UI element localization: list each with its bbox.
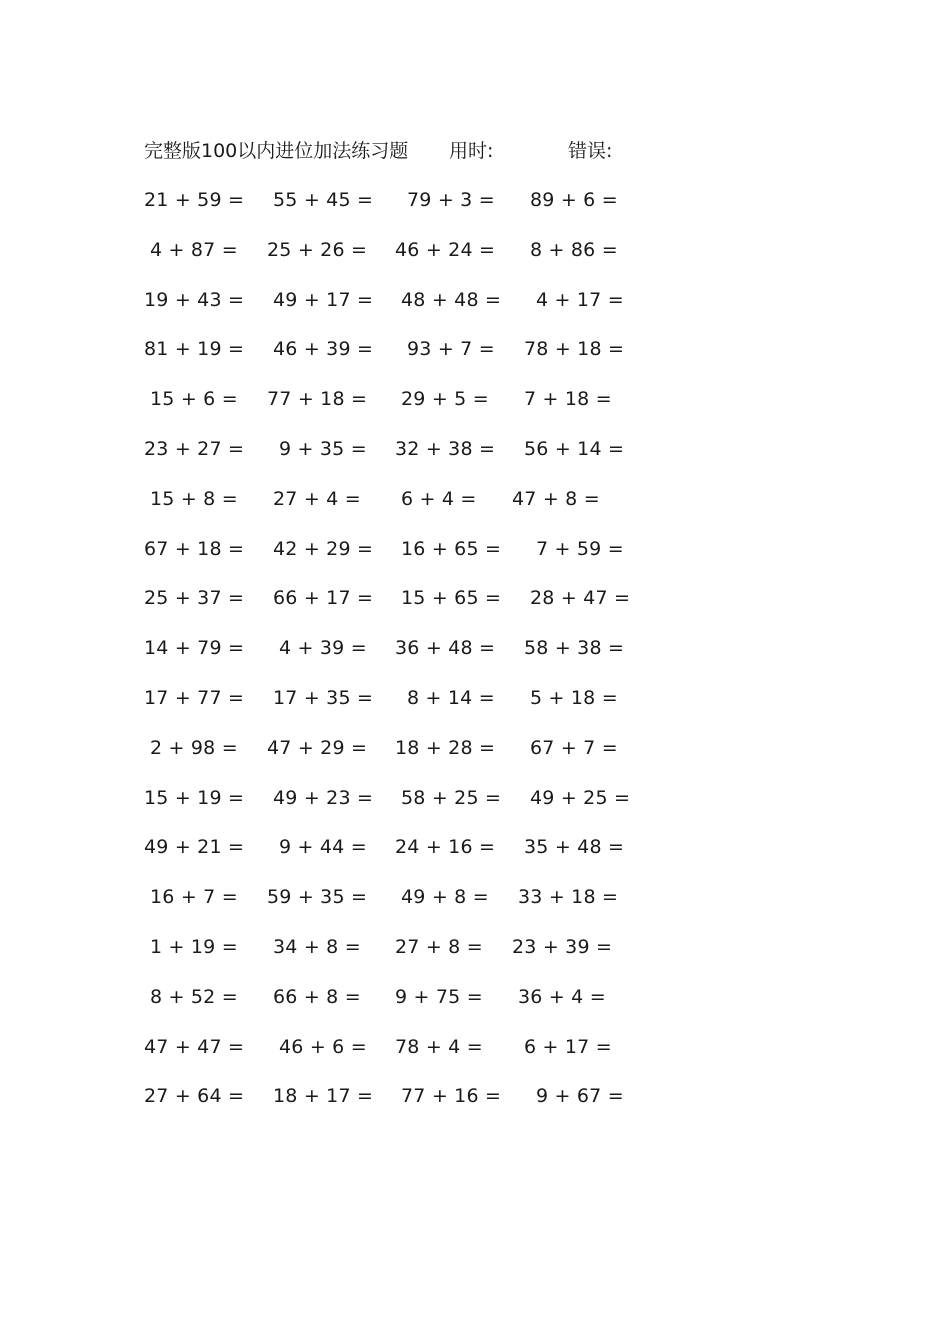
addition-problem: 35 + 48 = — [524, 836, 625, 859]
addition-problem: 79 + 3 = — [407, 189, 495, 211]
problem-row — [0, 983, 950, 1033]
problem-row — [0, 883, 950, 933]
addition-problem: 15 + 65 = — [401, 587, 502, 610]
worksheet-title: 完整版100以内进位加法练习题 — [144, 140, 409, 162]
addition-problem: 15 + 6 = — [150, 388, 238, 411]
addition-problem: 4 + 17 = — [536, 288, 624, 311]
problem-row — [0, 634, 950, 684]
addition-problem: 78 + 4 = — [395, 1035, 483, 1058]
problem-row — [0, 933, 950, 983]
addition-problem: 49 + 8 = — [401, 886, 489, 909]
addition-problem: 17 + 77 = — [144, 686, 245, 709]
addition-problem: 42 + 29 = — [273, 537, 374, 560]
problem-row — [0, 784, 950, 834]
addition-problem: 58 + 38 = — [524, 637, 625, 660]
addition-problem: 8 + 52 = — [150, 985, 238, 1008]
addition-problem: 27 + 4 = — [273, 487, 361, 510]
addition-problem: 8 + 14 = — [407, 686, 495, 709]
addition-problem: 49 + 17 = — [273, 288, 374, 311]
problem-row — [0, 833, 950, 883]
addition-problem: 49 + 23 = — [273, 786, 374, 809]
addition-problem: 8 + 86 = — [530, 238, 618, 261]
addition-problem: 23 + 27 = — [144, 437, 245, 460]
addition-problem: 27 + 8 = — [395, 935, 483, 958]
addition-problem: 78 + 18 = — [524, 338, 625, 361]
addition-problem: 67 + 7 = — [530, 736, 618, 759]
addition-problem: 15 + 8 = — [150, 487, 238, 510]
addition-problem: 21 + 59 = — [144, 189, 245, 211]
addition-problem: 17 + 35 = — [273, 686, 374, 709]
addition-problem: 36 + 4 = — [518, 985, 606, 1008]
addition-problem: 19 + 43 = — [144, 288, 245, 311]
addition-problem: 77 + 16 = — [401, 1085, 502, 1108]
addition-problem: 58 + 25 = — [401, 786, 502, 809]
addition-problem: 46 + 24 = — [395, 238, 496, 261]
addition-problem: 59 + 35 = — [267, 886, 368, 909]
addition-problem: 47 + 8 = — [512, 487, 600, 510]
addition-problem: 46 + 6 = — [279, 1035, 367, 1058]
addition-problem: 23 + 39 = — [512, 935, 613, 958]
addition-problem: 25 + 37 = — [144, 587, 245, 610]
addition-problem: 16 + 65 = — [401, 537, 502, 560]
problem-row — [0, 186, 950, 236]
addition-problem: 49 + 25 = — [530, 786, 631, 809]
error-count-label: 错误: — [568, 140, 613, 162]
problem-row — [0, 435, 950, 485]
problem-row — [0, 286, 950, 336]
problem-row — [0, 236, 950, 286]
addition-problem: 36 + 48 = — [395, 637, 496, 660]
problem-row — [0, 734, 950, 784]
problem-row — [0, 535, 950, 585]
problem-row — [0, 335, 950, 385]
addition-problem: 7 + 59 = — [536, 537, 624, 560]
addition-problem: 16 + 7 = — [150, 886, 238, 909]
addition-problem: 77 + 18 = — [267, 388, 368, 411]
addition-problem: 28 + 47 = — [530, 587, 631, 610]
problem-row — [0, 684, 950, 734]
addition-problem: 24 + 16 = — [395, 836, 496, 859]
addition-problem: 9 + 35 = — [279, 437, 367, 460]
addition-problem: 55 + 45 = — [273, 189, 374, 211]
addition-problem: 9 + 44 = — [279, 836, 367, 859]
addition-problem: 9 + 67 = — [536, 1085, 624, 1108]
problem-row — [0, 1033, 950, 1083]
addition-problem: 2 + 98 = — [150, 736, 238, 759]
addition-problem: 18 + 28 = — [395, 736, 496, 759]
addition-problem: 14 + 79 = — [144, 637, 245, 660]
addition-problem: 1 + 19 = — [150, 935, 238, 958]
addition-problem: 33 + 18 = — [518, 886, 619, 909]
time-used-label: 用时: — [449, 140, 494, 162]
addition-problem: 34 + 8 = — [273, 935, 361, 958]
addition-problem: 32 + 38 = — [395, 437, 496, 460]
addition-problem: 6 + 17 = — [524, 1035, 612, 1058]
addition-problem: 47 + 29 = — [267, 736, 368, 759]
problem-row — [0, 584, 950, 634]
addition-problem: 5 + 18 = — [530, 686, 618, 709]
addition-problem: 56 + 14 = — [524, 437, 625, 460]
addition-problem: 47 + 47 = — [144, 1035, 245, 1058]
addition-problem: 48 + 48 = — [401, 288, 502, 311]
addition-problem: 67 + 18 = — [144, 537, 245, 560]
addition-problem: 6 + 4 = — [401, 487, 477, 510]
addition-problem: 81 + 19 = — [144, 338, 245, 361]
problem-row — [0, 385, 950, 435]
addition-problem: 4 + 87 = — [150, 238, 238, 261]
addition-problem: 66 + 8 = — [273, 985, 361, 1008]
addition-problem: 15 + 19 = — [144, 786, 245, 809]
addition-problem: 29 + 5 = — [401, 388, 489, 411]
addition-problem: 49 + 21 = — [144, 836, 245, 859]
addition-problem: 25 + 26 = — [267, 238, 368, 261]
addition-problem: 18 + 17 = — [273, 1085, 374, 1108]
addition-problem: 46 + 39 = — [273, 338, 374, 361]
problem-row — [0, 1082, 950, 1132]
addition-problem: 27 + 64 = — [144, 1085, 245, 1108]
addition-problem: 93 + 7 = — [407, 338, 495, 361]
addition-problem: 9 + 75 = — [395, 985, 483, 1008]
problem-row — [0, 485, 950, 535]
addition-problem: 66 + 17 = — [273, 587, 374, 610]
addition-problem: 7 + 18 = — [524, 388, 612, 411]
addition-problem: 4 + 39 = — [279, 637, 367, 660]
problem-grid — [0, 186, 950, 1132]
addition-problem: 89 + 6 = — [530, 189, 618, 211]
